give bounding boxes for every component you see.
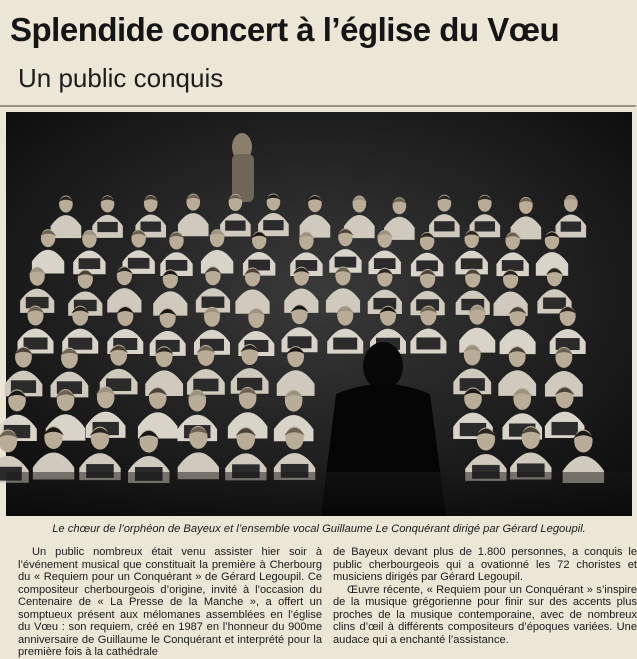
- music-score: [551, 422, 577, 435]
- music-score: [502, 260, 524, 271]
- body-column-1: [18, 546, 322, 658]
- body-paragraph: Un public nombreux était venu assister hier soir à l’événement musical que constituait la première à Cherbourg du « Requiem pour un Conquérant » de Gérard Legoupil. Ce compositeur cherbourgeois d’origine, invité à l’occasion du Centenaire de « La Presse de la Manche », a offert un somptueux présent aux mélomanes assemblées en l’église du Vœu : son requiem, créé en 1987 en l’honneur du 900me anniversaire de Guillaume le Conquérant et interprété pour la première fois à la cathédrale: [18, 546, 322, 658]
- divider-rule: [0, 105, 636, 107]
- article-subhead: Un public conquis: [18, 63, 224, 93]
- music-score: [97, 222, 117, 232]
- music-score: [416, 337, 440, 349]
- music-score: [561, 222, 581, 232]
- body-paragraph: Œuvre récente, « Requiem pour un Conquérant » s’inspire de la musique grégorienne pour finir sur des accents plus proches de la musique contemporaine, avec de nombreux clins d’œil à différents compositeurs d’époques variées. Une audace qui a enchanté l’assistance.: [333, 583, 637, 646]
- music-score: [374, 258, 396, 269]
- music-score: [335, 257, 357, 268]
- music-score: [202, 297, 225, 308]
- music-score: [141, 222, 161, 232]
- statue-figure: [232, 133, 254, 202]
- bleed-through-text: [300, 62, 636, 102]
- music-score: [79, 258, 101, 269]
- music-score: [225, 221, 245, 231]
- music-score: [461, 258, 483, 269]
- music-score: [166, 260, 188, 271]
- music-score: [543, 298, 566, 309]
- choir-photo-graphic: [6, 112, 632, 516]
- music-score: [333, 338, 357, 350]
- music-score: [68, 338, 92, 350]
- article-headline: Splendide concert à l’église du Vœu: [10, 11, 560, 48]
- choir-photo: [6, 112, 632, 516]
- photo-caption: Le chœur de l’orphéon de Bayeux et l’ensemble vocal Guillaume Le Conquérant dirigé par Gérard Legoupil.: [52, 523, 586, 535]
- music-score: [193, 379, 218, 392]
- music-score: [434, 221, 454, 231]
- music-score: [475, 221, 495, 231]
- music-score: [263, 220, 283, 230]
- body-paragraph: de Bayeux devant plus de 1.800 personnes, a conquis le public cherbourgeois qui a ovationné les 72 choristes et musiciens dirigés par Gérard Legoupil.: [333, 546, 637, 583]
- music-score: [128, 258, 150, 269]
- body-column-2: [333, 546, 637, 646]
- music-score: [288, 336, 312, 348]
